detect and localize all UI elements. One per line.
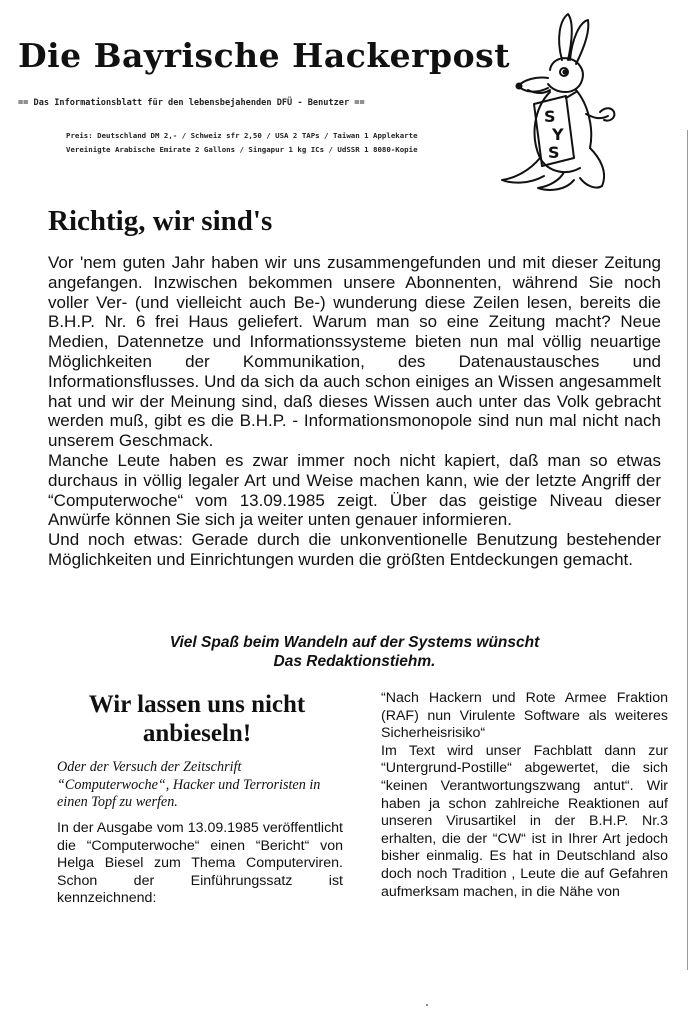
signoff-line: Viel Spaß beim Wandeln auf der Systems wünscht — [169, 634, 540, 651]
intro-paragraph: Und noch etwas: Gerade durch die unkonventionelle Benutzung bestehender Möglichkeiten und Einrichtungen wurden die größten Entdeckungen gemacht. — [48, 530, 661, 569]
mascot-sign-letter: S — [544, 107, 556, 126]
headline: Richtig, wir sind's — [48, 205, 273, 237]
masthead-subtitle: == Das Informationsblatt für den lebensbejahenden DFÜ - Benutzer == — [18, 98, 365, 108]
price-line: Preis: Deutschland DM 2,- / Schweiz sfr 2,50 / USA 2 TAPs / Taiwan 1 Applekarte — [66, 131, 418, 140]
article-column-right — [381, 690, 668, 901]
scan-dot — [426, 1004, 428, 1006]
signoff-line: Das Redaktionstiehm. — [273, 653, 436, 670]
mascot-sign-letter: Y — [552, 125, 564, 144]
signoff — [48, 633, 661, 671]
intro-paragraph: Vor 'nem guten Jahr haben wir uns zusammengefunden und mit dieser Zeitung angefangen. Inzwischen bekommen unsere Abonnenten, während Sie noch voller Ver- (und vielleicht auch Be-) wunderung diese Zeilen lesen, bereits die B.H.P. Nr. 6 frei Haus geliefert. Warum man so eine Zeitung macht? Neue Medien, Datennetze und Informationssysteme bieten nun mal völlig neuartige Möglichkeiten der Kommunikation, des Datenaustausches und Informationsflusses. Und da sich da auch schon einiges an Wissen angesammelt hat und wir der Meinung sind, daß dieses Wissen auch unter das Volk gebracht werden muß, gibt es die B.H.P. - Informationsmonopole sind nun mal nicht nach unserem Geschmack. — [48, 253, 661, 451]
mascot-sign-letter: S — [548, 143, 560, 162]
article-paragraph: In der Ausgabe vom 13.09.1985 veröffentlicht die “Computerwoche“ einen “Bericht“ von Helga Biesel zum Thema Computerviren. Schon der Einführungssatz ist kennzeichnend: — [57, 820, 343, 907]
article-quote: “Nach Hackern und Rote Armee Fraktion (RAF) nun Virulente Software als weiteres Sicherheisrisiko“ — [381, 690, 668, 742]
article-title: Wir lassen uns nicht anbieseln! — [88, 691, 306, 747]
scan-edge-line — [687, 130, 688, 970]
article-column-left — [57, 820, 343, 908]
price-line: Vereinigte Arabische Emirate 2 Gallons / Singapur 1 kg ICs / UdSSR 1 8080-Kopie — [66, 145, 418, 154]
intro-text — [48, 253, 661, 570]
article-subhead: Oder der Versuch der Zeitschrift “Computerwoche“, Hacker und Terroristen in einen Topf zu werfen. — [57, 759, 321, 810]
article-paragraph: Im Text wird unser Fachblatt dann zur “Untergrund-Postille“ abgewertet, die sich “keinen Verantwortungszwang antut“. Wir haben ja schon zahlreiche Reaktionen auf unseren Virusartikel in der B.H.P. Nr.3 erhalten, die der “CW“ ist in Ihrer Art jedoch bisher einmalig. Es hat in Deutschland also doch noch Tradition , Leute die auf Gefahren aufmerksam machen, in die Nähe von — [381, 742, 668, 900]
intro-paragraph: Manche Leute haben es zwar immer noch nicht kapiert, daß man so etwas durchaus in völlig legaler Art und Weise machen kann, wie der letzte Angriff der “Computerwoche“ vom 13.09.1985 zeigt. Über das geistige Niveau dieser Anwürfe können Sie sich ja weiter unten genauer informieren. — [48, 450, 661, 530]
kangaroo-mascot-icon — [490, 8, 620, 194]
masthead-title: Die Bayrische Hackerpost — [18, 36, 510, 75]
